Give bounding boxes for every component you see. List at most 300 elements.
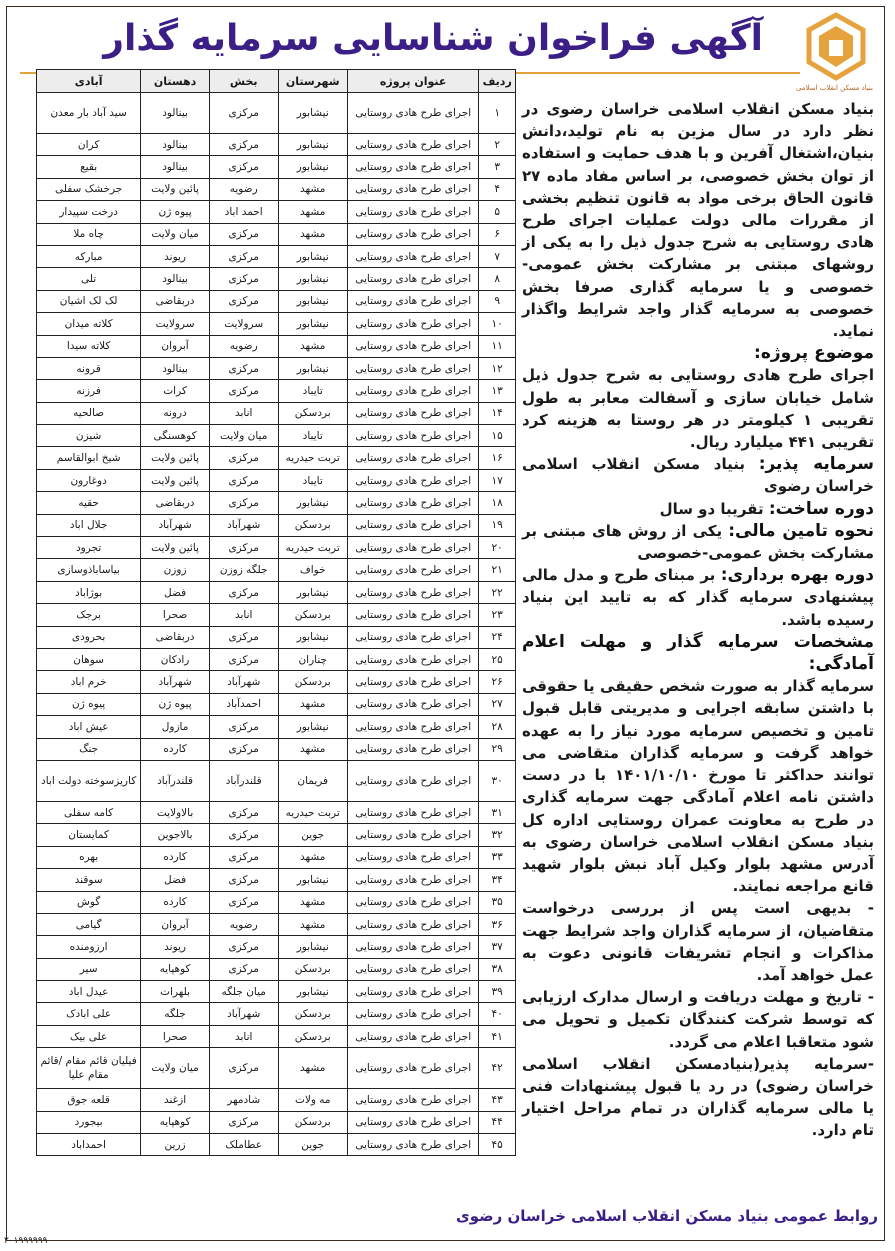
cell-village: سوقند xyxy=(37,869,141,891)
table-row xyxy=(37,268,516,290)
cell-part: مرکزی xyxy=(209,716,278,738)
cell-part: مرکزی xyxy=(209,846,278,868)
note-3: -سرمایه پذیر(بنیادمسکن انقلاب اسلامی خراسان رضوی) در رد یا قبول پیشنهادات فنی یا مالی سرمایه گذاران در تمام مراحل اختیار تام دارد. xyxy=(522,1054,874,1140)
investor-heading: مشخصات سرمایه گذار و مهلت اعلام آمادگی: xyxy=(522,631,874,675)
cell-district: بلهرات xyxy=(141,981,210,1003)
cell-row-number: ۱۰ xyxy=(479,313,516,335)
table-row xyxy=(37,1025,516,1047)
column-header-project-title: عنوان پروژه xyxy=(347,70,478,93)
cell-part: میان ولایت xyxy=(209,425,278,447)
cell-part: مرکزی xyxy=(209,357,278,379)
cell-part: مرکزی xyxy=(209,380,278,402)
column-header-city: شهرستان xyxy=(278,70,347,93)
cell-city: مشهد xyxy=(278,201,347,223)
table-row xyxy=(37,1111,516,1133)
note-2: - تاریخ و مهلت دریافت و ارسال مدارک ارزیابی که توسط شرکت کنندگان تکمیل و تحویل می شود متعاقبا اعلام می گردد. xyxy=(522,988,874,1051)
cell-project-title: اجرای طرح هادی روستایی xyxy=(347,1025,478,1047)
cell-row-number: ۶ xyxy=(479,223,516,245)
cell-district: قلندرآباد xyxy=(141,760,210,801)
cell-district: زرین xyxy=(141,1134,210,1156)
cell-row-number: ۲۳ xyxy=(479,604,516,626)
cell-village: بیاساباذوسازی xyxy=(37,559,141,581)
cell-project-title: اجرای طرح هادی روستایی xyxy=(347,981,478,1003)
host-heading: سرمایه پذیر: xyxy=(758,454,874,475)
cell-district: پائین ولایت xyxy=(141,469,210,491)
intro-paragraph: بنیاد مسکن انقلاب اسلامی خراسان رضوی در نظر دارد در سال مزین به نام تولید،دانش بنیان،اشتغال آفرین و با هدف حمایت و استفاده از توان بخش خصوصی، بر اساس مفاد ماده ۲۷ قانون الحاق برخی مواد به قانون تنظیم بخشی از مقررات مالی دولت عملیات اجرای طرح هادی روستایی به شرح جدول ذیل را به یکی از روشهای مبتنی بر مشارکت بخش عمومی- خصوصی و یا سرمایه گذاری صرفا بخش خصوصی به سرمایه گذار واجد شرایط واگذار نماید. xyxy=(522,100,874,341)
table-row xyxy=(37,537,516,559)
cell-project-title: اجرای طرح هادی روستایی xyxy=(347,1048,478,1089)
cell-project-title: اجرای طرح هادی روستایی xyxy=(347,801,478,823)
cell-village: قلعه جوق xyxy=(37,1089,141,1111)
cell-village: کلاته میدان xyxy=(37,313,141,335)
table-row xyxy=(37,693,516,715)
cell-project-title: اجرای طرح هادی روستایی xyxy=(347,891,478,913)
cell-village: گوش xyxy=(37,891,141,913)
cell-part: مرکزی xyxy=(209,93,278,134)
cell-project-title: اجرای طرح هادی روستایی xyxy=(347,846,478,868)
table-row xyxy=(37,760,516,801)
cell-village: سیر xyxy=(37,958,141,980)
table-row xyxy=(37,402,516,424)
cell-row-number: ۱۸ xyxy=(479,492,516,514)
cell-project-title: اجرای طرح هادی روستایی xyxy=(347,824,478,846)
table-row xyxy=(37,335,516,357)
cell-row-number: ۲۴ xyxy=(479,626,516,648)
cell-district: درونه xyxy=(141,402,210,424)
cell-project-title: اجرای طرح هادی روستایی xyxy=(347,1111,478,1133)
operation-heading: دوره بهره برداری: xyxy=(720,565,875,586)
cell-project-title: اجرای طرح هادی روستایی xyxy=(347,581,478,603)
cell-district: رادکان xyxy=(141,648,210,670)
cell-part: مرکزی xyxy=(209,1111,278,1133)
projects-table xyxy=(36,69,516,1156)
table-row xyxy=(37,425,516,447)
cell-city: خواف xyxy=(278,559,347,581)
cell-row-number: ۲۶ xyxy=(479,671,516,693)
cell-project-title: اجرای طرح هادی روستایی xyxy=(347,447,478,469)
cell-village: شیخ ابوالقاسم xyxy=(37,447,141,469)
cell-row-number: ۲۵ xyxy=(479,648,516,670)
table-row xyxy=(37,801,516,823)
finance-heading: نحوه تامین مالی: xyxy=(728,520,874,541)
cell-part: مرکزی xyxy=(209,268,278,290)
cell-part: عطاملک xyxy=(209,1134,278,1156)
cell-row-number: ۳۲ xyxy=(479,824,516,846)
cell-part: مرکزی xyxy=(209,958,278,980)
cell-part: مرکزی xyxy=(209,290,278,312)
cell-row-number: ۸ xyxy=(479,268,516,290)
cell-project-title: اجرای طرح هادی روستایی xyxy=(347,268,478,290)
cell-district: میان ولایت xyxy=(141,223,210,245)
cell-village: بیجورد xyxy=(37,1111,141,1133)
cell-part: مرکزی xyxy=(209,626,278,648)
cell-project-title: اجرای طرح هادی روستایی xyxy=(347,869,478,891)
cell-project-title: اجرای طرح هادی روستایی xyxy=(347,290,478,312)
cell-part: مرکزی xyxy=(209,469,278,491)
cell-part: رضویه xyxy=(209,178,278,200)
cell-city: تایباد xyxy=(278,425,347,447)
cell-district: پیوه ژن xyxy=(141,201,210,223)
build-period-text: تقریبا دو سال xyxy=(659,499,764,518)
cell-row-number: ۴ xyxy=(479,178,516,200)
cell-project-title: اجرای طرح هادی روستایی xyxy=(347,1134,478,1156)
cell-district: کارده xyxy=(141,846,210,868)
cell-row-number: ۲۸ xyxy=(479,716,516,738)
table-row xyxy=(37,313,516,335)
subject-heading: موضوع پروژه: xyxy=(754,343,874,364)
cell-row-number: ۳۴ xyxy=(479,869,516,891)
cell-district: پائین ولایت xyxy=(141,447,210,469)
cell-village: پیوه ژن xyxy=(37,693,141,715)
table-row xyxy=(37,1089,516,1111)
cell-city: مه ولات xyxy=(278,1089,347,1111)
cell-row-number: ۴۳ xyxy=(479,1089,516,1111)
cell-district: صحرا xyxy=(141,1025,210,1047)
cell-project-title: اجرای طرح هادی روستایی xyxy=(347,1003,478,1025)
cell-project-title: اجرای طرح هادی روستایی xyxy=(347,313,478,335)
cell-part: انابد xyxy=(209,604,278,626)
cell-district: ازغند xyxy=(141,1089,210,1111)
cell-city: مشهد xyxy=(278,178,347,200)
cell-project-title: اجرای طرح هادی روستایی xyxy=(347,357,478,379)
table-row xyxy=(37,514,516,536)
cell-district: کارده xyxy=(141,891,210,913)
cell-row-number: ۴۴ xyxy=(479,1111,516,1133)
cell-village: قرونه xyxy=(37,357,141,379)
subject-text: اجرای طرح هادی روستایی به شرح جدول ذیل شامل خیابان سازی و آسفالت معابر به طول تقریبی ۱ کیلومتر در هر روستا به هزینه کرد تقریبی ۴۴۱ میلیارد ریال. xyxy=(522,366,874,452)
cell-city: نیشابور xyxy=(278,869,347,891)
table-row xyxy=(37,581,516,603)
cell-part: احمد اباد xyxy=(209,201,278,223)
cell-district: آبروان xyxy=(141,335,210,357)
cell-city: جوین xyxy=(278,1134,347,1156)
cell-district: مازول xyxy=(141,716,210,738)
cell-city: نیشابور xyxy=(278,936,347,958)
cell-city: مشهد xyxy=(278,1048,347,1089)
cell-part: مرکزی xyxy=(209,648,278,670)
cell-city: بردسکن xyxy=(278,1111,347,1133)
cell-row-number: ۳۸ xyxy=(479,958,516,980)
cell-district: صحرا xyxy=(141,604,210,626)
cell-city: نیشابور xyxy=(278,134,347,156)
cell-district: بالاجوین xyxy=(141,824,210,846)
cell-project-title: اجرای طرح هادی روستایی xyxy=(347,156,478,178)
cell-village: لک لک اشیان xyxy=(37,290,141,312)
cell-project-title: اجرای طرح هادی روستایی xyxy=(347,958,478,980)
table-row xyxy=(37,290,516,312)
cell-city: نیشابور xyxy=(278,268,347,290)
cell-city: بردسکن xyxy=(278,671,347,693)
table-row xyxy=(37,936,516,958)
cell-city: نیشابور xyxy=(278,156,347,178)
cell-part: شهرآباد xyxy=(209,1003,278,1025)
cell-row-number: ۳۶ xyxy=(479,913,516,935)
cell-row-number: ۲۱ xyxy=(479,559,516,581)
cell-district: بینالود xyxy=(141,156,210,178)
table-row xyxy=(37,201,516,223)
cell-project-title: اجرای طرح هادی روستایی xyxy=(347,492,478,514)
table-row xyxy=(37,981,516,1003)
cell-part: مرکزی xyxy=(209,156,278,178)
operation-text: بر مبنای طرح و مدل مالی پیشنهادی سرمایه گذار که به تایید این بنیاد رسیده باشد. xyxy=(522,566,874,629)
cell-district: شهرآباد xyxy=(141,514,210,536)
cell-village: جنگ xyxy=(37,738,141,760)
cell-village: تلی xyxy=(37,268,141,290)
column-header-row-number: ردیف xyxy=(479,70,516,93)
logo-caption: بنیاد مسکن انقلاب اسلامی xyxy=(795,84,873,92)
column-header-village: آبادی xyxy=(37,70,141,93)
cell-part: مرکزی xyxy=(209,869,278,891)
cell-project-title: اجرای طرح هادی روستایی xyxy=(347,380,478,402)
table-row xyxy=(37,1134,516,1156)
cell-city: مشهد xyxy=(278,891,347,913)
cell-district: بینالود xyxy=(141,93,210,134)
table-row xyxy=(37,245,516,267)
cell-row-number: ۳۳ xyxy=(479,846,516,868)
cell-row-number: ۵ xyxy=(479,201,516,223)
cell-district: جلگه xyxy=(141,1003,210,1025)
cell-part: احمدآباد xyxy=(209,693,278,715)
build-period-heading: دوره ساخت: xyxy=(768,498,874,519)
table-body xyxy=(37,93,516,1156)
cell-part: مرکزی xyxy=(209,134,278,156)
cell-row-number: ۳۵ xyxy=(479,891,516,913)
cell-part: قلندرآباد xyxy=(209,760,278,801)
table-row xyxy=(37,380,516,402)
cell-district: زوزن xyxy=(141,559,210,581)
cell-district: بینالود xyxy=(141,357,210,379)
cell-city: مشهد xyxy=(278,693,347,715)
table-row xyxy=(37,559,516,581)
cell-part: میان جلگه xyxy=(209,981,278,1003)
investor-text: سرمایه گذار به صورت شخص حقیقی یا حقوقی با داشتن سابقه اجرایی و مدیریتی قابل قبول تامین و تخصیص سرمایه مورد نیاز را به عهده خواهد گرفت و سرمایه گذاران متقاضی می توانند حداکثر تا مورخ ۱۴۰۱/۱۰/۱۰ با در دست داشتن نامه اعلام آمادگی جهت سرمایه گذاری در طرح به معاونت عمران روستایی اداره کل بنیاد مسکن انقلاب اسلامی خراسان رضوی به آدرس مشهد بلوار وکیل آباد نبش بلوار شهید قانع مراجعه نمایند. xyxy=(522,677,875,896)
cell-village: بهره xyxy=(37,846,141,868)
cell-city: نیشابور xyxy=(278,581,347,603)
announcement-text xyxy=(522,98,874,1142)
table-header-row xyxy=(37,70,516,93)
cell-city: نیشابور xyxy=(278,313,347,335)
cell-project-title: اجرای طرح هادی روستایی xyxy=(347,671,478,693)
cell-village: کامه سفلی xyxy=(37,801,141,823)
cell-project-title: اجرای طرح هادی روستایی xyxy=(347,738,478,760)
cell-village: فیلیان قائم مقام /قائم مقام علیا xyxy=(37,1048,141,1089)
cell-row-number: ۱۹ xyxy=(479,514,516,536)
table-row xyxy=(37,156,516,178)
table-row xyxy=(37,648,516,670)
cell-row-number: ۴۰ xyxy=(479,1003,516,1025)
cell-part: شهرآباد xyxy=(209,514,278,536)
cell-district: آبروان xyxy=(141,913,210,935)
table-row xyxy=(37,846,516,868)
cell-district: کوهپایه xyxy=(141,1111,210,1133)
table-row xyxy=(37,824,516,846)
cell-village: صالحیه xyxy=(37,402,141,424)
cell-project-title: اجرای طرح هادی روستایی xyxy=(347,760,478,801)
cell-project-title: اجرای طرح هادی روستایی xyxy=(347,134,478,156)
table-row xyxy=(37,1048,516,1089)
cell-row-number: ۲۹ xyxy=(479,738,516,760)
projects-table-wrapper xyxy=(36,69,516,1156)
cell-row-number: ۹ xyxy=(479,290,516,312)
cell-project-title: اجرای طرح هادی روستایی xyxy=(347,604,478,626)
cell-village: عیدل اباد xyxy=(37,981,141,1003)
cell-row-number: ۱ xyxy=(479,93,516,134)
cell-row-number: ۱۳ xyxy=(479,380,516,402)
cell-district: سرولایت xyxy=(141,313,210,335)
cell-district: کرات xyxy=(141,380,210,402)
cell-district: ریوند xyxy=(141,936,210,958)
ad-code: ۲۰۱۹۹۹۹۹۹ xyxy=(4,1236,48,1246)
cell-part: شادمهر xyxy=(209,1089,278,1111)
cell-row-number: ۷ xyxy=(479,245,516,267)
table-row xyxy=(37,178,516,200)
cell-district: دربقاضی xyxy=(141,626,210,648)
cell-project-title: اجرای طرح هادی روستایی xyxy=(347,93,478,134)
cell-village: بوژاباد xyxy=(37,581,141,603)
cell-project-title: اجرای طرح هادی روستایی xyxy=(347,245,478,267)
table-row xyxy=(37,447,516,469)
cell-district: کارده xyxy=(141,738,210,760)
cell-row-number: ۲۲ xyxy=(479,581,516,603)
cell-city: نیشابور xyxy=(278,626,347,648)
table-row xyxy=(37,869,516,891)
cell-village: کلاته سیدا xyxy=(37,335,141,357)
cell-row-number: ۳۱ xyxy=(479,801,516,823)
column-header-district: دهستان xyxy=(141,70,210,93)
cell-row-number: ۳۰ xyxy=(479,760,516,801)
table-row xyxy=(37,604,516,626)
cell-project-title: اجرای طرح هادی روستایی xyxy=(347,335,478,357)
cell-district: کوهپایه xyxy=(141,958,210,980)
table-row xyxy=(37,626,516,648)
cell-city: فریمان xyxy=(278,760,347,801)
cell-city: نیشابور xyxy=(278,245,347,267)
cell-row-number: ۱۲ xyxy=(479,357,516,379)
cell-city: مشهد xyxy=(278,846,347,868)
cell-city: تربت حیدریه xyxy=(278,537,347,559)
footer-signature: روابط عمومی بنیاد مسکن انقلاب اسلامی خراسان رضوی xyxy=(455,1207,878,1225)
cell-district: ریوند xyxy=(141,245,210,267)
cell-project-title: اجرای طرح هادی روستایی xyxy=(347,425,478,447)
cell-city: جوین xyxy=(278,824,347,846)
table-row xyxy=(37,134,516,156)
cell-part: شهرآباد xyxy=(209,671,278,693)
cell-village: بقیع xyxy=(37,156,141,178)
cell-row-number: ۳ xyxy=(479,156,516,178)
cell-part: انابد xyxy=(209,1025,278,1047)
cell-project-title: اجرای طرح هادی روستایی xyxy=(347,178,478,200)
cell-city: نیشابور xyxy=(278,357,347,379)
cell-village: گیامی xyxy=(37,913,141,935)
cell-part: انابد xyxy=(209,402,278,424)
cell-city: نیشابور xyxy=(278,981,347,1003)
cell-row-number: ۴۲ xyxy=(479,1048,516,1089)
cell-project-title: اجرای طرح هادی روستایی xyxy=(347,402,478,424)
cell-city: چناران xyxy=(278,648,347,670)
cell-district: بینالود xyxy=(141,134,210,156)
table-row xyxy=(37,357,516,379)
cell-village: چاه ملا xyxy=(37,223,141,245)
cell-district: دربقاضی xyxy=(141,492,210,514)
cell-part: مرکزی xyxy=(209,447,278,469)
cell-part: مرکزی xyxy=(209,936,278,958)
cell-part: سرولایت xyxy=(209,313,278,335)
cell-city: بردسکن xyxy=(278,604,347,626)
cell-city: تایباد xyxy=(278,469,347,491)
cell-part: رضویه xyxy=(209,913,278,935)
cell-district: دربقاضی xyxy=(141,290,210,312)
cell-row-number: ۴۱ xyxy=(479,1025,516,1047)
cell-project-title: اجرای طرح هادی روستایی xyxy=(347,537,478,559)
cell-village: سید آباد بار معدن xyxy=(37,93,141,134)
column-header-part: بخش xyxy=(209,70,278,93)
cell-city: مشهد xyxy=(278,335,347,357)
cell-city: تربت حیدریه xyxy=(278,447,347,469)
cell-city: بردسکن xyxy=(278,958,347,980)
cell-city: بردسکن xyxy=(278,1003,347,1025)
cell-row-number: ۱۵ xyxy=(479,425,516,447)
cell-project-title: اجرای طرح هادی روستایی xyxy=(347,626,478,648)
cell-row-number: ۱۶ xyxy=(479,447,516,469)
cell-village: احمداباد xyxy=(37,1134,141,1156)
cell-village: جرخشک سفلی xyxy=(37,178,141,200)
cell-city: تایباد xyxy=(278,380,347,402)
cell-village: سوهان xyxy=(37,648,141,670)
cell-project-title: اجرای طرح هادی روستایی xyxy=(347,693,478,715)
cell-village: علی بیک xyxy=(37,1025,141,1047)
table-row xyxy=(37,492,516,514)
cell-district: بینالود xyxy=(141,268,210,290)
cell-row-number: ۱۱ xyxy=(479,335,516,357)
cell-row-number: ۲۰ xyxy=(479,537,516,559)
cell-village: حقیه xyxy=(37,492,141,514)
cell-village: ارزومنده xyxy=(37,936,141,958)
cell-village: عیش اباد xyxy=(37,716,141,738)
cell-part: مرکزی xyxy=(209,891,278,913)
cell-village: مبارکه xyxy=(37,245,141,267)
cell-city: تربت حیدریه xyxy=(278,801,347,823)
cell-project-title: اجرای طرح هادی روستایی xyxy=(347,559,478,581)
cell-row-number: ۲ xyxy=(479,134,516,156)
cell-district: کوهسنگی xyxy=(141,425,210,447)
cell-district: شهرآباد xyxy=(141,671,210,693)
table-row xyxy=(37,738,516,760)
table-row xyxy=(37,913,516,935)
cell-project-title: اجرای طرح هادی روستایی xyxy=(347,201,478,223)
cell-project-title: اجرای طرح هادی روستایی xyxy=(347,913,478,935)
cell-project-title: اجرای طرح هادی روستایی xyxy=(347,716,478,738)
cell-project-title: اجرای طرح هادی روستایی xyxy=(347,223,478,245)
page-title: آگهی فراخوان شناسایی سرمایه گذار xyxy=(103,18,763,59)
cell-row-number: ۱۴ xyxy=(479,402,516,424)
cell-city: مشهد xyxy=(278,738,347,760)
cell-village: علی ابادک xyxy=(37,1003,141,1025)
cell-village: دوغارون xyxy=(37,469,141,491)
cell-part: مرکزی xyxy=(209,581,278,603)
cell-city: مشهد xyxy=(278,913,347,935)
cell-district: فضل xyxy=(141,581,210,603)
cell-district: پیوه ژن xyxy=(141,693,210,715)
cell-city: بردسکن xyxy=(278,1025,347,1047)
cell-city: نیشابور xyxy=(278,716,347,738)
cell-district: فضل xyxy=(141,869,210,891)
cell-part: مرکزی xyxy=(209,1048,278,1089)
cell-project-title: اجرای طرح هادی روستایی xyxy=(347,648,478,670)
cell-part: مرکزی xyxy=(209,223,278,245)
cell-district: میان ولایت xyxy=(141,1048,210,1089)
cell-project-title: اجرای طرح هادی روستایی xyxy=(347,514,478,536)
cell-part: جلگه زوزن xyxy=(209,559,278,581)
